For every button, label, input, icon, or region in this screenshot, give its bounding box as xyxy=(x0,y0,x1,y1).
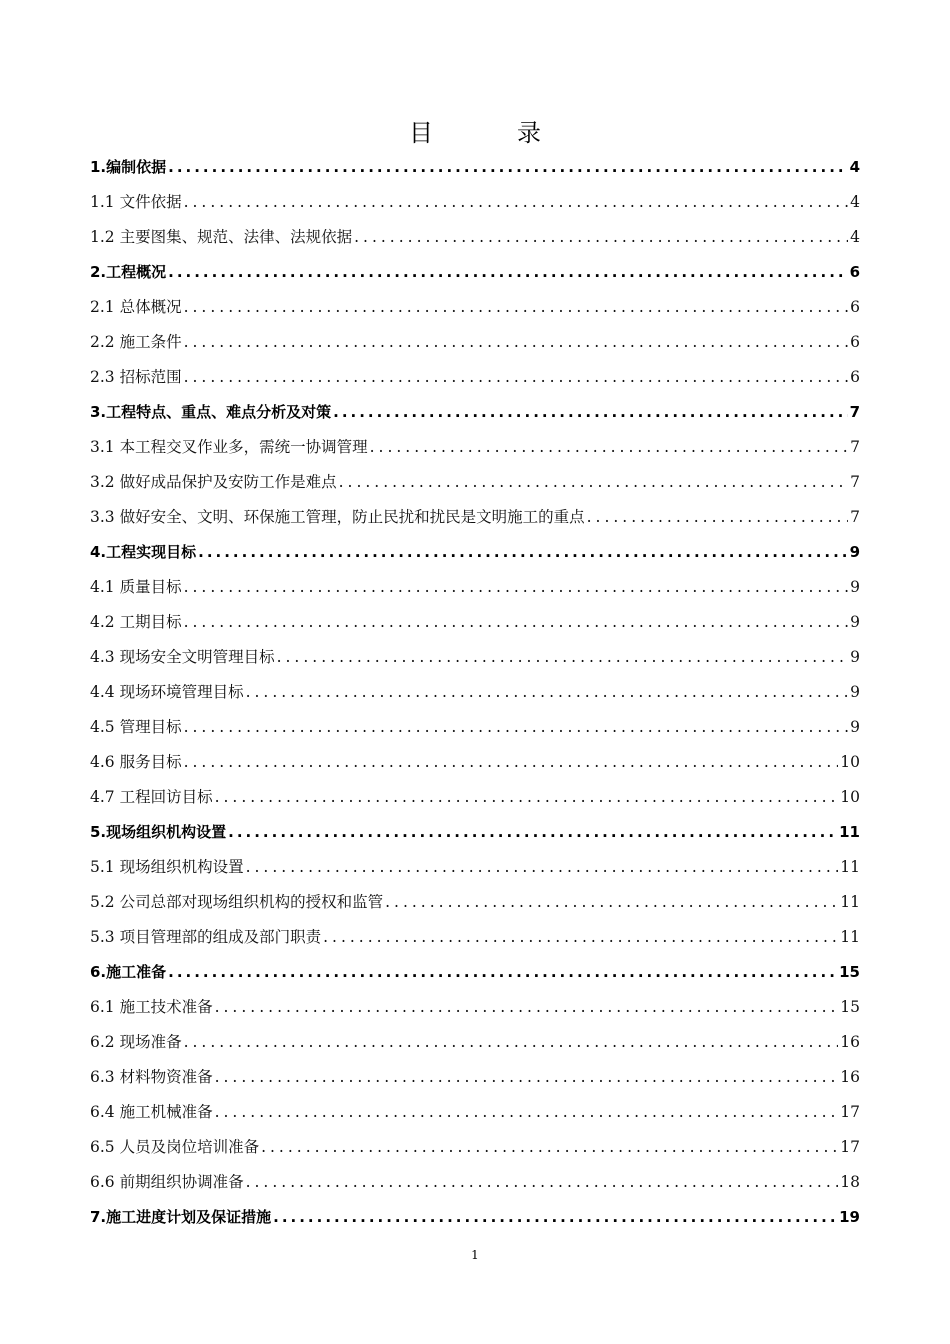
toc-entry-page: 9 xyxy=(850,613,860,631)
toc-section-entry[interactable] xyxy=(90,290,860,325)
toc-entry-page: 15 xyxy=(840,998,860,1016)
toc-entry-label: 5.现场组织机构设置 xyxy=(90,823,227,841)
toc-section-entry[interactable] xyxy=(90,360,860,395)
toc-section-entry[interactable] xyxy=(90,675,860,710)
toc-section-entry[interactable] xyxy=(90,430,860,465)
toc-entry-page: 16 xyxy=(840,1068,860,1086)
toc-section-entry[interactable] xyxy=(90,605,860,640)
toc-entry-page: 11 xyxy=(840,928,860,946)
toc-entry-page: 6 xyxy=(850,298,860,316)
toc-entry-label: 4.2 工期目标 xyxy=(90,613,182,631)
toc-entry-label: 5.3 项目管理部的组成及部门职责 xyxy=(90,928,322,946)
toc-section-entry[interactable] xyxy=(90,220,860,255)
toc-section-entry[interactable] xyxy=(90,920,860,955)
dot-leader xyxy=(246,850,839,885)
toc-section-entry[interactable] xyxy=(90,1095,860,1130)
dot-leader xyxy=(246,675,849,710)
toc-entry-page: 18 xyxy=(840,1173,860,1191)
toc-entry-label: 1.编制依据 xyxy=(90,158,167,176)
toc-entry-page: 6 xyxy=(850,368,860,386)
toc-section-entry[interactable] xyxy=(90,465,860,500)
toc-entry-page: 4 xyxy=(850,193,860,211)
dot-leader xyxy=(168,955,837,990)
toc-chapter-entry[interactable] xyxy=(90,255,860,290)
toc-title: 目 录 xyxy=(409,119,571,147)
dot-leader xyxy=(184,185,849,220)
toc-section-entry[interactable] xyxy=(90,885,860,920)
toc-section-entry[interactable] xyxy=(90,500,860,535)
toc-entry-label: 4.3 现场安全文明管理目标 xyxy=(90,648,275,666)
toc-entry-page: 17 xyxy=(840,1103,860,1121)
toc-entry-page: 11 xyxy=(840,858,860,876)
toc-entry-label: 1.2 主要图集、规范、法律、法规依据 xyxy=(90,228,353,246)
toc-entry-page: 11 xyxy=(840,893,860,911)
toc-entry-label: 6.5 人员及岗位培训准备 xyxy=(90,1138,260,1156)
toc-entry-page: 11 xyxy=(839,823,860,841)
toc-entry-page: 9 xyxy=(850,578,860,596)
dot-leader xyxy=(184,710,849,745)
toc-chapter-entry[interactable] xyxy=(90,815,860,850)
toc-entry-label: 4.4 现场环境管理目标 xyxy=(90,683,244,701)
toc-entry-page: 15 xyxy=(839,963,860,981)
toc-entry-label: 3.3 做好安全、文明、环保施工管理，防止民扰和扰民是文明施工的重点 xyxy=(90,508,585,526)
dot-leader xyxy=(215,1095,839,1130)
toc-entry-label: 2.1 总体概况 xyxy=(90,298,182,316)
toc-entry-page: 7 xyxy=(850,473,860,491)
toc-entry-label: 4.工程实现目标 xyxy=(90,543,197,561)
toc-entry-page: 6 xyxy=(850,333,860,351)
toc-section-entry[interactable] xyxy=(90,850,860,885)
toc-entry-page: 17 xyxy=(840,1138,860,1156)
dot-leader xyxy=(184,1025,839,1060)
toc-chapter-entry[interactable] xyxy=(90,955,860,990)
dot-leader xyxy=(587,500,849,535)
dot-leader xyxy=(385,885,838,920)
toc-entry-label: 6.4 施工机械准备 xyxy=(90,1103,213,1121)
dot-leader xyxy=(168,150,847,185)
dot-leader xyxy=(323,920,838,955)
dot-leader xyxy=(228,815,837,850)
toc-section-entry[interactable] xyxy=(90,1130,860,1165)
toc-entry-label: 3.工程特点、重点、难点分析及对策 xyxy=(90,403,332,421)
toc-entry-page: 19 xyxy=(839,1208,860,1226)
toc-section-entry[interactable] xyxy=(90,1025,860,1060)
toc-entry-page: 7 xyxy=(850,438,860,456)
toc-section-entry[interactable] xyxy=(90,185,860,220)
dot-leader xyxy=(333,395,847,430)
dot-leader xyxy=(184,325,849,360)
toc-entry-page: 10 xyxy=(840,753,860,771)
toc-entry-page: 9 xyxy=(849,543,860,561)
dot-leader xyxy=(339,465,849,500)
dot-leader xyxy=(184,605,849,640)
toc-entry-page: 16 xyxy=(840,1033,860,1051)
toc-section-entry[interactable] xyxy=(90,325,860,360)
dot-leader xyxy=(261,1130,838,1165)
toc-chapter-entry[interactable] xyxy=(90,535,860,570)
toc-section-entry[interactable] xyxy=(90,990,860,1025)
toc-section-entry[interactable] xyxy=(90,1060,860,1095)
dot-leader xyxy=(246,1165,839,1200)
toc-entry-label: 6.6 前期组织协调准备 xyxy=(90,1173,244,1191)
dot-leader xyxy=(168,255,847,290)
toc-entry-page: 9 xyxy=(850,718,860,736)
dot-leader xyxy=(198,535,847,570)
toc-entry-label: 2.3 招标范围 xyxy=(90,368,182,386)
toc-entry-page: 9 xyxy=(850,648,860,666)
dot-leader xyxy=(184,570,849,605)
toc-entry-label: 6.3 材料物资准备 xyxy=(90,1068,213,1086)
toc-entry-label: 1.1 文件依据 xyxy=(90,193,182,211)
toc-entry-page: 9 xyxy=(850,683,860,701)
toc-entry-label: 5.1 现场组织机构设置 xyxy=(90,858,244,876)
toc-entry-label: 6.2 现场准备 xyxy=(90,1033,182,1051)
dot-leader xyxy=(215,780,839,815)
toc-entry-page: 7 xyxy=(849,403,860,421)
toc-entry-label: 5.2 公司总部对现场组织机构的授权和监管 xyxy=(90,893,384,911)
dot-leader xyxy=(215,990,839,1025)
toc-section-entry[interactable] xyxy=(90,570,860,605)
toc-entry-page: 4 xyxy=(849,158,860,176)
toc-entry-page: 10 xyxy=(840,788,860,806)
toc-entry-label: 7.施工进度计划及保证措施 xyxy=(90,1208,272,1226)
page-number: 1 xyxy=(471,1248,479,1262)
toc-entry-label: 3.1 本工程交叉作业多，需统一协调管理 xyxy=(90,438,368,456)
toc-entry-page: 4 xyxy=(850,228,860,246)
toc-entry-label: 6.施工准备 xyxy=(90,963,167,981)
toc-chapter-entry[interactable] xyxy=(90,1200,860,1235)
dot-leader xyxy=(273,1200,837,1235)
toc-entry-label: 4.6 服务目标 xyxy=(90,753,182,771)
toc-section-entry[interactable] xyxy=(90,640,860,675)
toc-entry-page: 7 xyxy=(850,508,860,526)
dot-leader xyxy=(354,220,848,255)
toc-entry-label: 2.2 施工条件 xyxy=(90,333,182,351)
toc-section-entry[interactable] xyxy=(90,745,860,780)
toc-entry-label: 3.2 做好成品保护及安防工作是难点 xyxy=(90,473,337,491)
table-of-contents xyxy=(90,150,860,1235)
toc-section-entry[interactable] xyxy=(90,710,860,745)
toc-entry-label: 6.1 施工技术准备 xyxy=(90,998,213,1016)
toc-section-entry[interactable] xyxy=(90,1165,860,1200)
toc-chapter-entry[interactable] xyxy=(90,150,860,185)
dot-leader xyxy=(184,745,839,780)
dot-leader xyxy=(184,360,849,395)
dot-leader xyxy=(370,430,849,465)
dot-leader xyxy=(184,290,849,325)
toc-section-entry[interactable] xyxy=(90,780,860,815)
toc-chapter-entry[interactable] xyxy=(90,395,860,430)
dot-leader xyxy=(215,1060,839,1095)
toc-entry-label: 4.1 质量目标 xyxy=(90,578,182,596)
dot-leader xyxy=(277,640,849,675)
toc-entry-label: 4.7 工程回访目标 xyxy=(90,788,213,806)
toc-entry-label: 4.5 管理目标 xyxy=(90,718,182,736)
toc-entry-label: 2.工程概况 xyxy=(90,263,167,281)
toc-entry-page: 6 xyxy=(849,263,860,281)
